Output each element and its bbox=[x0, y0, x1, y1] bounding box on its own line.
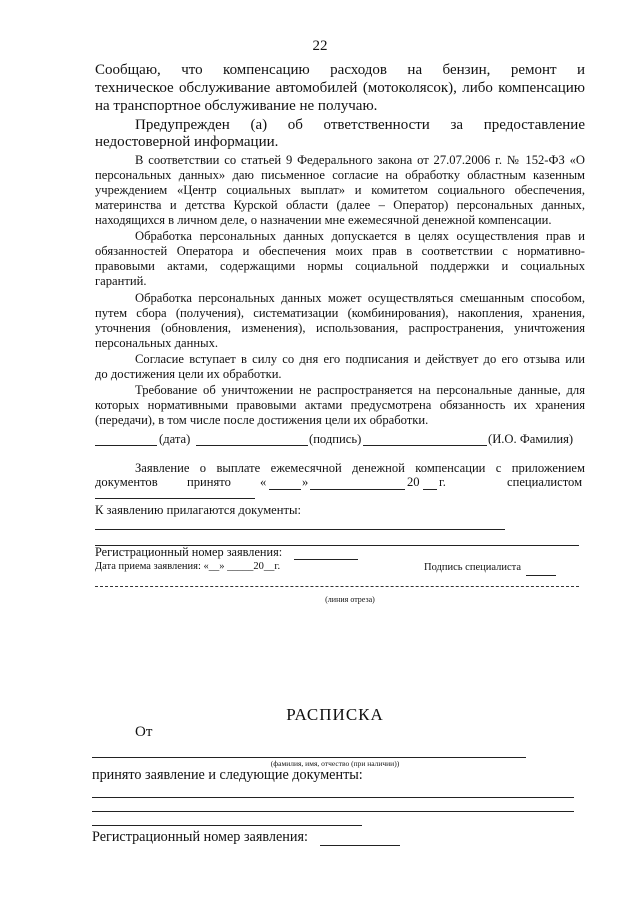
statement-line1: Заявление о выплате ежемесячной денежной компенсации с приложением bbox=[135, 461, 585, 475]
para1-line2: техническое обслуживание автомобилей (мотоколясок), либо компенсацию bbox=[95, 80, 585, 96]
statement-year: 20 bbox=[407, 475, 420, 489]
receipt-title: РАСПИСКА bbox=[286, 705, 384, 724]
statement-documents: документов bbox=[95, 475, 158, 489]
statement-year-suffix: г. bbox=[439, 475, 446, 489]
para6-line2: до достижения цели их обработки. bbox=[95, 367, 282, 381]
para1-line3: на транспортное обслуживание не получаю. bbox=[95, 98, 378, 114]
registration-label: Регистрационный номер заявления: bbox=[95, 545, 283, 559]
statement-specialist: специалистом bbox=[507, 475, 583, 489]
para2-line1: Предупрежден (а) об ответственности за предоставление bbox=[135, 117, 585, 133]
receipt-registration-label: Регистрационный номер заявления: bbox=[92, 829, 308, 845]
cut-line bbox=[95, 586, 579, 587]
statement-quote-close: » bbox=[302, 475, 309, 489]
receipt-name-hint: (фамилия, имя, отчество (при наличии)) bbox=[270, 759, 400, 768]
para3-line2: персональных данных» даю письменное согласие на обработку областным казенным bbox=[95, 168, 585, 182]
statement-quote-open: « bbox=[260, 475, 267, 489]
para6-line1: Согласие вступает в силу со дня его подписания и действует до его отзыва или bbox=[135, 352, 585, 366]
name-caption: (И.О. Фамилия) bbox=[488, 432, 574, 446]
para3-line3: учреждением «Центр социальных выплат» и комитетом социального обеспечения, bbox=[95, 183, 585, 197]
date-caption: (дата) bbox=[159, 432, 191, 446]
para7-line3: (передачи), в том числе после достижения цели их обработки. bbox=[95, 413, 429, 427]
signature-caption: (подпись) bbox=[309, 432, 362, 446]
para4-line1: Обработка персональных данных допускается в целях осуществления прав и bbox=[135, 229, 585, 243]
para3-line5: находящихся в личном деле, о назначении мне ежемесячной денежной компенсации. bbox=[95, 213, 552, 227]
receipt-from-label: От bbox=[135, 724, 153, 740]
para4-line2: обязанностей Оператора и обеспечения моих прав в соответствии с нормативно- bbox=[95, 244, 585, 258]
para5-line4: персональных данных. bbox=[95, 336, 219, 350]
para4-line4: гарантий. bbox=[95, 274, 147, 288]
attached-docs-label: К заявлению прилагаются документы: bbox=[95, 503, 301, 517]
para5-line3: уточнения (обновления, изменения), использования, распространения, уничтожения bbox=[95, 321, 585, 335]
page-number: 22 bbox=[312, 38, 328, 54]
para5-line2: путем сбора (получения), систематизации (комбинирования), накопления, хранения, bbox=[95, 306, 585, 320]
para5-line1: Обработка персональных данных может осуществляться смешанным способом, bbox=[135, 291, 585, 305]
para1-line1: Сообщаю, что компенсацию расходов на бензин, ремонт и bbox=[95, 62, 585, 78]
receipt-accepted-text: принято заявление и следующие документы: bbox=[92, 767, 363, 783]
receipt-date-label: Дата приема заявления: «__» _____20__г. bbox=[95, 561, 281, 572]
statement-accepted: принято bbox=[187, 475, 231, 489]
para2-line2: недостоверной информации. bbox=[95, 134, 279, 150]
para3-line4: материнства и детства Курской области (далее – Оператор) персональных данных, bbox=[95, 198, 585, 212]
para4-line3: правовыми актами, содержащими нормы социальной поддержки и социальных bbox=[95, 259, 585, 273]
para3-line1: В соответствии со статьей 9 Федерального закона от 27.07.2006 г. № 152-ФЗ «О bbox=[135, 153, 585, 167]
para7-line1: Требование об уничтожении не распространяется на персональные данные, для bbox=[135, 383, 585, 397]
specialist-signature-label: Подпись специалиста bbox=[424, 562, 522, 573]
para7-line2: которых нормативными правовыми актами предусмотрена обязанность их хранения bbox=[95, 398, 585, 412]
cut-line-label: (линия отреза) bbox=[325, 595, 375, 604]
